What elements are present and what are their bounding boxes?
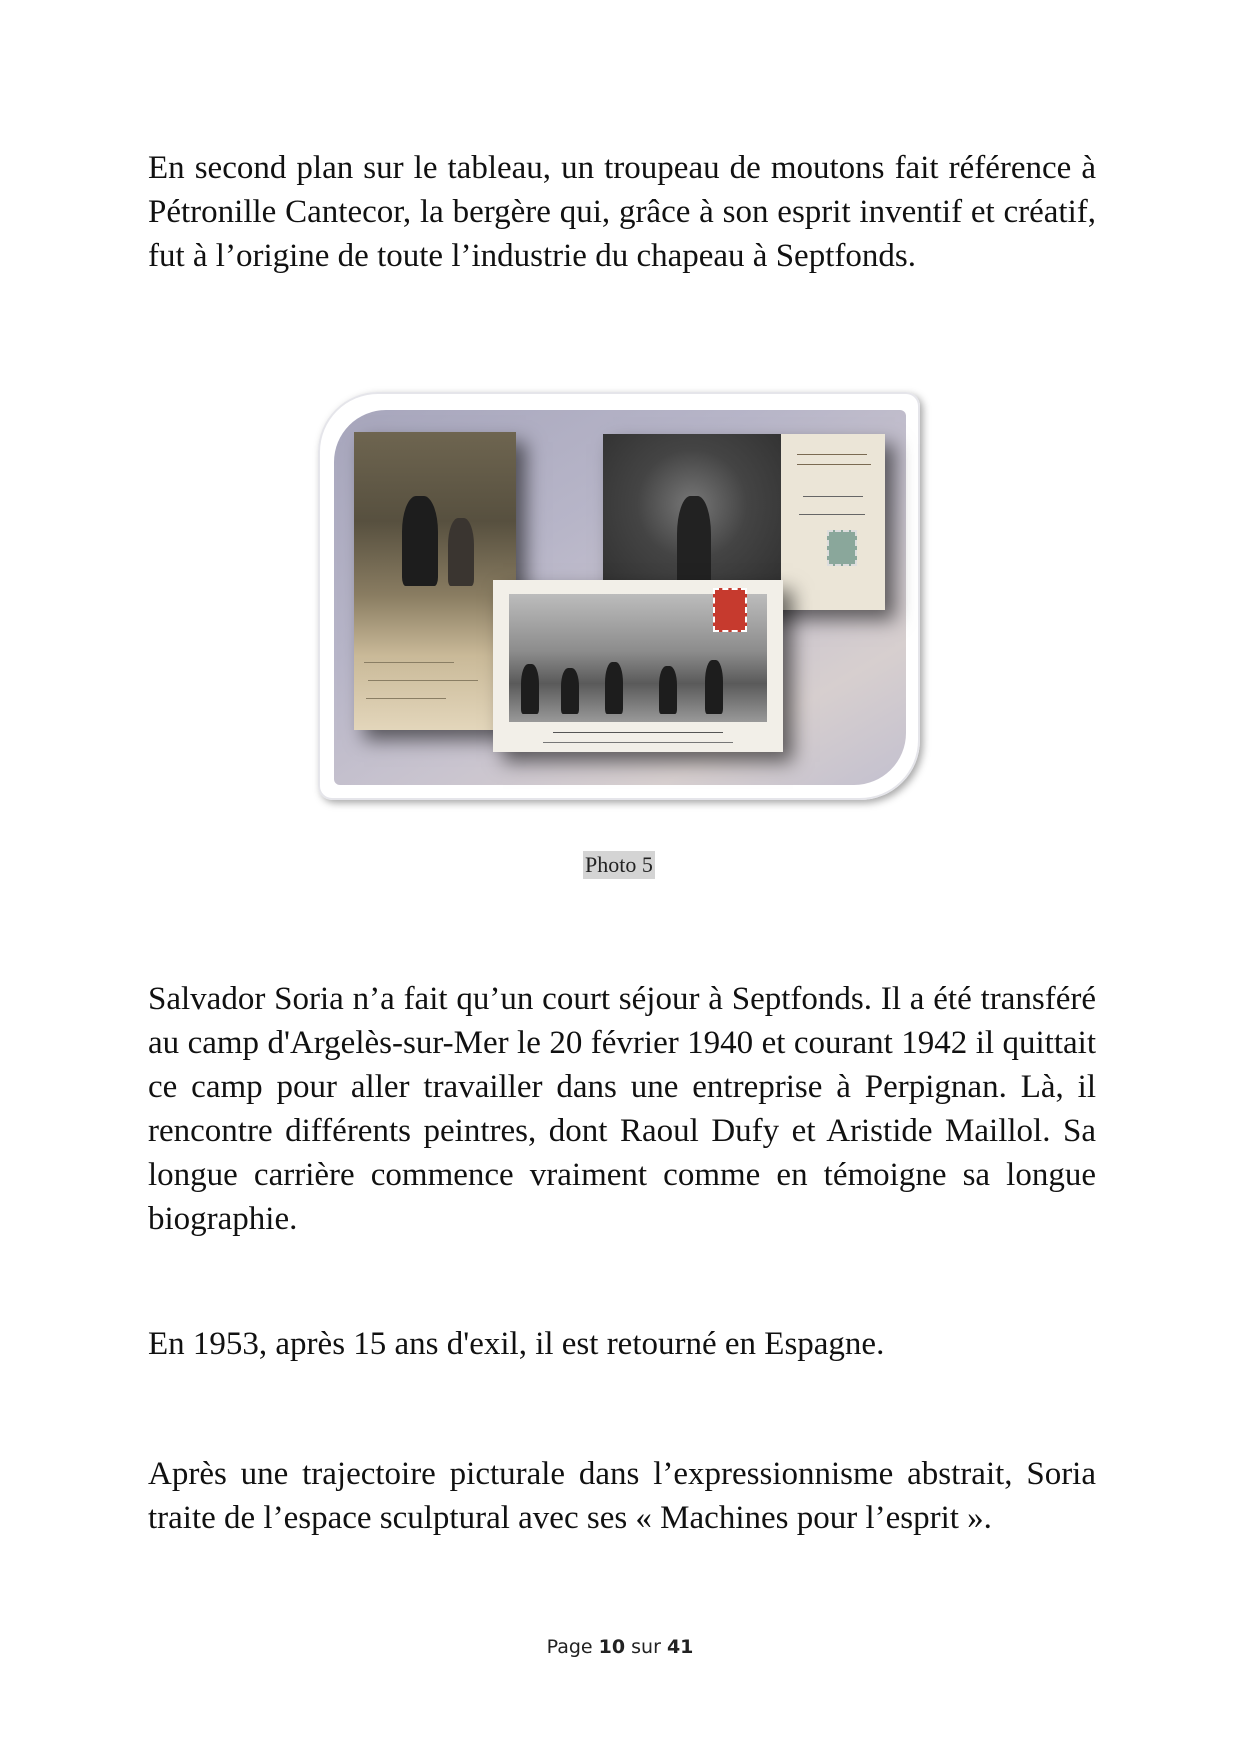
printed-title-line [797, 464, 871, 465]
printed-title-line [797, 454, 867, 455]
worker-figure [561, 668, 579, 714]
page-footer [0, 1636, 1240, 1658]
footer-separator: sur [631, 1636, 661, 1658]
worker-figure [705, 660, 723, 714]
worker-figure [659, 666, 677, 714]
postage-stamp [827, 530, 857, 566]
printed-caption-line [553, 732, 723, 733]
postcard-straw-weavers [354, 432, 516, 730]
handwriting-line [803, 496, 863, 497]
old-man-figure [677, 496, 711, 592]
footer-page-label: Page [546, 1636, 593, 1658]
printed-caption-line [543, 742, 733, 743]
postcard-hat-workshop [493, 580, 783, 752]
handwriting-line [364, 662, 454, 663]
handwriting-line [368, 680, 478, 681]
footer-total-pages: 41 [666, 1636, 694, 1658]
child-figure [448, 518, 474, 586]
paragraph-soria-stay: Salvador Soria n’a fait qu’un court séjour à Septfonds. Il a été transféré au camp d'Argelès-sur-Mer le 20 février 1940 et courant 1942 il quittait ce camp pour aller travailler dans une entreprise à Perpignan. Là, il rencontre différents peintres, dont Raoul Dufy et Aristide Maillol. Sa longue carrière commence vraiment comme en témoigne sa longue biographie. [148, 981, 1096, 1237]
handwriting-line [799, 514, 865, 515]
paragraph-machines: Après une trajectoire picturale dans l’expressionnisme abstrait, Soria traite de l’espace sculptural avec ses « Machines pour l’esprit ». [148, 1456, 1096, 1536]
footer-current-page: 10 [598, 1636, 626, 1658]
handwriting-line [366, 698, 446, 699]
postage-stamp [713, 588, 747, 632]
woman-figure [402, 496, 438, 586]
worker-figure [605, 662, 623, 714]
worker-figure [521, 664, 539, 714]
photo-caption: Photo 5 [585, 852, 653, 877]
paragraph-sheep: En second plan sur le tableau, un troupeau de moutons fait référence à Pétronille Cantecor, la bergère qui, grâce à son esprit inventif et créatif, fut à l’origine de toute l’industrie du chapeau à Septfonds. [148, 150, 1096, 274]
paragraph-return-spain: En 1953, après 15 ans d'exil, il est retourné en Espagne. [148, 1326, 885, 1362]
